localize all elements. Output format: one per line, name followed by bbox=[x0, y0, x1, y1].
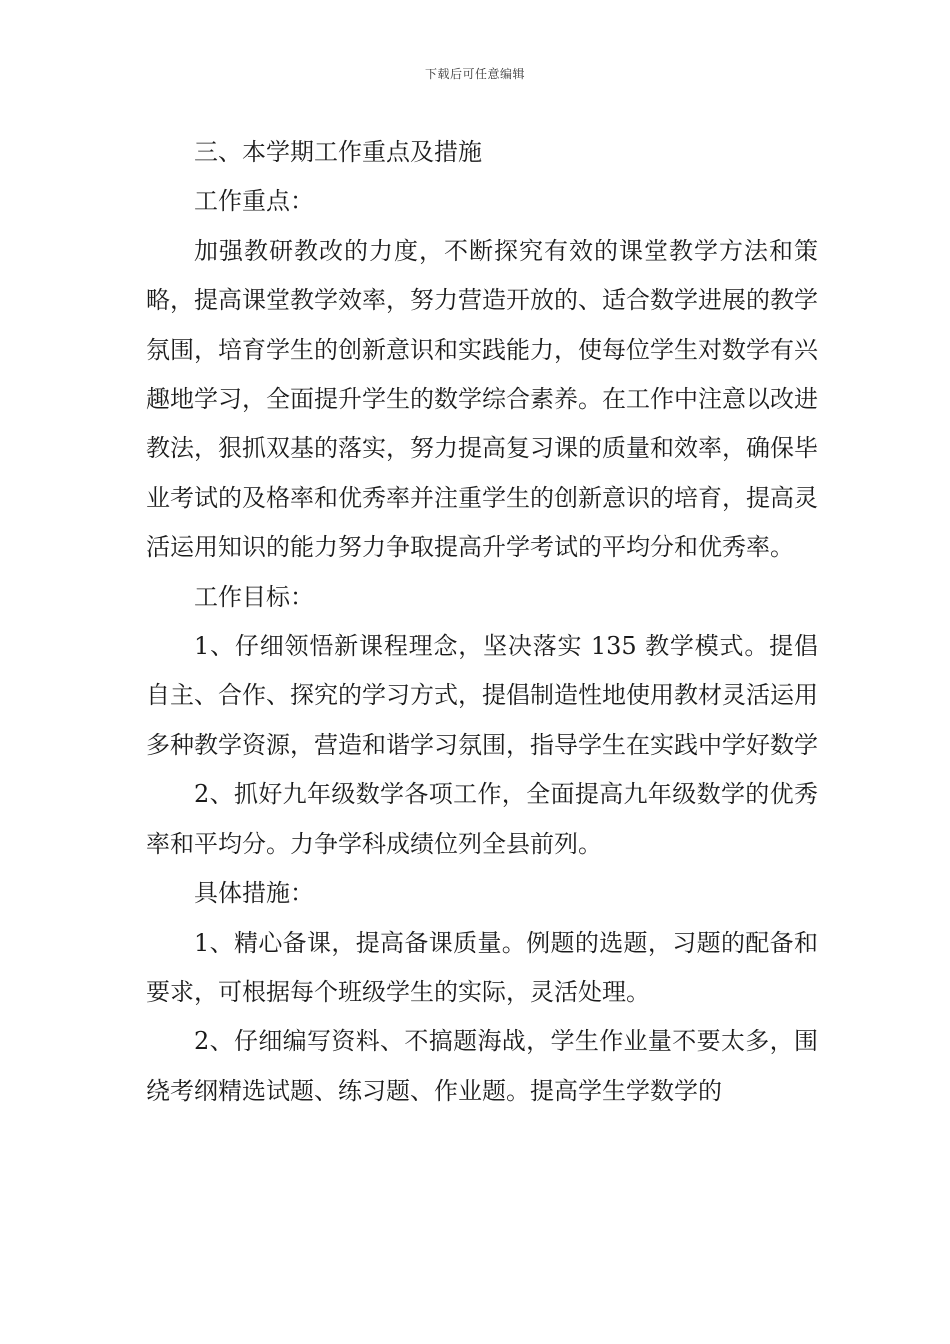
paragraph-goal-2: 2、抓好九年级数学各项工作，全面提高九年级数学的优秀率和平均分。力争学科成绩位列全县前列。 bbox=[146, 780, 818, 858]
section-heading: 三、本学期工作重点及措施 bbox=[194, 138, 482, 166]
subheading-work-goals: 工作目标： bbox=[194, 582, 314, 611]
document-body bbox=[146, 128, 818, 1116]
paragraph-measure-1: 1、精心备课，提高备课质量。例题的选题，习题的配备和要求，可根据每个班级学生的实际，灵活处理。 bbox=[146, 928, 818, 1006]
paragraph-measure-2: 2、仔细编写资料、不搞题海战，学生作业量不要太多，围绕考纲精选试题、练习题、作业题。提高学生学数学的 bbox=[146, 1027, 818, 1105]
subheading-work-focus: 工作重点： bbox=[194, 187, 314, 216]
subheading-specific-measures: 具体措施： bbox=[194, 879, 314, 908]
page-header: 下载后可任意编辑 bbox=[424, 67, 525, 81]
paragraph-work-focus: 加强教研教改的力度，不断探究有效的课堂教学方法和策略，提高课堂教学效率，努力营造开放的、适合数学进展的教学氛围，培育学生的创新意识和实践能力，使每位学生对数学有兴趣地学习，全面提升学生的数学综合素养。在工作中注意以改进教法，狠抓双基的落实，努力提高复习课的质量和效率，确保毕业考试的及格率和优秀率并注重学生的创新意识的培育，提高灵活运用知识的能力努力争取提高升学考试的平均分和优秀率。 bbox=[146, 236, 818, 562]
paragraph-goal-1: 1、仔细领悟新课程理念，坚决落实 135 教学模式。提倡自主、合作、探究的学习方式，提倡制造性地使用教材灵活运用多种教学资源，营造和谐学习氛围，指导学生在实践中学好数学 bbox=[146, 632, 818, 759]
